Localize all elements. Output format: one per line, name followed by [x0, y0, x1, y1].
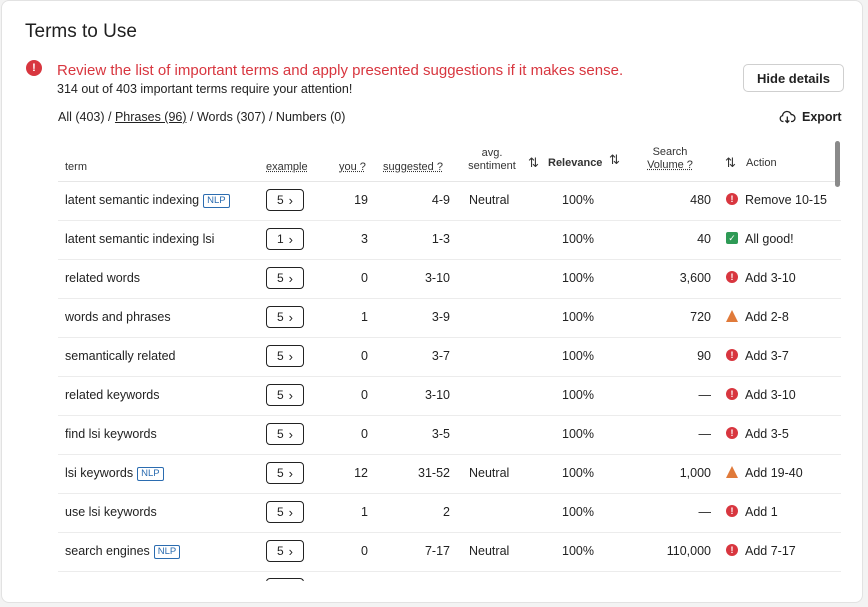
- example-count: 5: [276, 310, 284, 324]
- term-cell: [65, 271, 140, 285]
- chevron-right-icon: ›: [288, 543, 294, 559]
- terms-to-use-panel: [1, 0, 863, 603]
- example-button[interactable]: [266, 501, 304, 523]
- example-count: 5: [276, 193, 284, 207]
- example-button[interactable]: [266, 384, 304, 406]
- header-term[interactable]: term: [65, 161, 87, 173]
- exclamation-circle-icon: !: [26, 60, 42, 76]
- chevron-right-icon: ›: [288, 270, 294, 286]
- chevron-right-icon: ›: [288, 348, 294, 364]
- relevance-value: 100%: [562, 544, 594, 558]
- suggested-range: 3-10: [424, 388, 450, 402]
- chevron-right-icon: ›: [288, 426, 294, 442]
- term-cell: [65, 349, 175, 363]
- header-relevance[interactable]: Relevance: [548, 157, 602, 169]
- relevance-value: 100%: [562, 271, 594, 285]
- search-volume: —: [698, 388, 711, 402]
- term-text: semantically related: [65, 349, 176, 363]
- avg-sentiment: Neutral: [469, 193, 510, 207]
- nlp-badge: NLP: [154, 545, 180, 559]
- sort-arrows-icon[interactable]: ⇅: [528, 155, 539, 170]
- error-circle-icon: !: [726, 544, 738, 556]
- suggested-range: 31-52: [418, 466, 450, 480]
- example-count: 5: [276, 466, 284, 480]
- search-volume: 3,600: [679, 271, 711, 285]
- relevance-value: 100%: [562, 232, 594, 246]
- you-count: 12: [354, 466, 368, 480]
- search-volume: —: [698, 427, 711, 441]
- action-text: Add 3-10: [745, 388, 796, 402]
- chevron-right-icon: ›: [288, 192, 294, 208]
- action-text: Add 3-5: [745, 427, 789, 441]
- suggested-range: 1-3: [431, 232, 450, 246]
- term-cell: [65, 232, 214, 246]
- action-text: Remove 10-15: [745, 193, 827, 207]
- table-row: [58, 181, 841, 221]
- error-circle-icon: !: [726, 388, 738, 400]
- relevance-value: 100%: [562, 193, 594, 207]
- term-text: lsi keywords: [65, 466, 134, 480]
- nlp-badge: NLP: [203, 194, 229, 208]
- alert-subtitle: 314 out of 403 important terms require your attention!: [57, 82, 353, 96]
- chevron-right-icon: ›: [288, 231, 294, 247]
- avg-sentiment: Neutral: [469, 466, 510, 480]
- warning-triangle-icon: [726, 466, 738, 478]
- header-suggested[interactable]: suggested ?: [383, 161, 443, 173]
- filter-phrases[interactable]: Phrases (96): [114, 110, 187, 124]
- panel-title: Terms to Use: [25, 21, 137, 42]
- nlp-badge: NLP: [137, 467, 163, 481]
- search-volume: 40: [697, 232, 711, 246]
- sort-arrows-icon[interactable]: ⇅: [725, 155, 736, 170]
- filter-separator: /: [104, 110, 115, 124]
- filter-all[interactable]: All (403): [58, 110, 105, 124]
- header-search-volume[interactable]: [642, 146, 698, 172]
- search-volume: 1,000: [679, 466, 711, 480]
- error-circle-icon: !: [726, 271, 738, 283]
- filter-separator: /: [186, 110, 197, 124]
- header-example[interactable]: example: [266, 161, 308, 173]
- sort-arrows-icon[interactable]: ⇅: [609, 152, 620, 167]
- example-count: 5: [276, 427, 284, 441]
- example-count: 5: [276, 544, 284, 558]
- search-volume: 90: [697, 349, 711, 363]
- header-search-line1: Search: [652, 146, 688, 158]
- error-circle-icon: !: [726, 427, 738, 439]
- term-text: latent semantic indexing: [65, 193, 200, 207]
- chevron-right-icon: ›: [288, 465, 294, 481]
- suggested-range: 7-17: [424, 544, 450, 558]
- relevance-value: 100%: [562, 427, 594, 441]
- terms-table: [58, 141, 841, 581]
- search-volume: —: [698, 505, 711, 519]
- suggested-range: 3-5: [431, 427, 450, 441]
- table-row: [58, 454, 841, 494]
- table-row: [58, 220, 841, 260]
- example-count: 5: [276, 349, 284, 363]
- search-volume: 720: [690, 310, 711, 324]
- example-button[interactable]: [266, 540, 304, 562]
- example-button-partial[interactable]: [266, 578, 304, 581]
- table-row: [58, 532, 841, 572]
- table-row: [58, 259, 841, 299]
- relevance-value: 100%: [562, 388, 594, 402]
- example-count: 5: [276, 388, 284, 402]
- header-sentiment[interactable]: [464, 147, 520, 173]
- example-button[interactable]: [266, 306, 304, 328]
- cloud-download-icon: [779, 110, 796, 124]
- term-text: related words: [65, 271, 141, 285]
- example-button[interactable]: [266, 423, 304, 445]
- term-cell: [65, 544, 180, 559]
- export-button[interactable]: [779, 110, 842, 124]
- example-button[interactable]: [266, 228, 304, 250]
- table-row: [58, 337, 841, 377]
- error-circle-icon: !: [726, 505, 738, 517]
- term-cell: [65, 466, 164, 481]
- you-count: 0: [361, 349, 368, 363]
- you-count: 1: [361, 310, 368, 324]
- relevance-value: 100%: [562, 310, 594, 324]
- hide-details-button[interactable]: Hide details: [743, 64, 844, 92]
- table-row: [58, 298, 841, 338]
- suggested-range: 3-7: [431, 349, 450, 363]
- suggested-range: 2: [443, 505, 450, 519]
- table-row: [58, 493, 841, 533]
- chevron-right-icon: ›: [288, 504, 294, 520]
- filter-words[interactable]: Words (307): [196, 110, 266, 124]
- header-sentiment-line1: avg.: [481, 147, 503, 159]
- example-button[interactable]: [266, 189, 304, 211]
- action-text: Add 3-10: [745, 271, 796, 285]
- term-text: use lsi keywords: [65, 505, 157, 519]
- error-circle-icon: !: [726, 193, 738, 205]
- term-cell: [65, 193, 230, 208]
- example-button[interactable]: [266, 462, 304, 484]
- example-count: 5: [276, 271, 284, 285]
- you-count: 0: [361, 427, 368, 441]
- table-header: [58, 141, 841, 182]
- term-cell: [65, 505, 157, 519]
- table-row: [58, 415, 841, 455]
- export-label: Export: [802, 110, 842, 124]
- header-search-line2: Volume ?: [647, 159, 693, 171]
- term-text: words and phrases: [65, 310, 171, 324]
- example-count: 5: [276, 505, 284, 519]
- relevance-value: 100%: [562, 349, 594, 363]
- you-count: 3: [361, 232, 368, 246]
- suggested-range: 4-9: [431, 193, 450, 207]
- warning-triangle-icon: [726, 310, 738, 322]
- action-text: Add 7-17: [745, 544, 796, 558]
- example-count: 1: [276, 232, 284, 246]
- search-volume: 110,000: [666, 544, 711, 558]
- action-text: Add 2-8: [745, 310, 789, 324]
- term-text: related keywords: [65, 388, 160, 402]
- avg-sentiment: Neutral: [469, 544, 510, 558]
- table-scrollbar[interactable]: [835, 141, 840, 187]
- you-count: 0: [361, 544, 368, 558]
- filter-separator: /: [265, 110, 276, 124]
- suggested-range: 3-10: [424, 271, 450, 285]
- check-square-icon: ✓: [726, 232, 738, 244]
- you-count: 0: [361, 271, 368, 285]
- relevance-value: 100%: [562, 466, 594, 480]
- action-text: Add 3-7: [745, 349, 789, 363]
- you-count: 1: [361, 505, 368, 519]
- header-action[interactable]: Action: [746, 157, 777, 169]
- example-button[interactable]: [266, 267, 304, 289]
- header-you[interactable]: you ?: [339, 161, 366, 173]
- action-text: Add 19-40: [745, 466, 803, 480]
- chevron-right-icon: ›: [288, 309, 294, 325]
- you-count: 19: [354, 193, 368, 207]
- term-cell: [65, 388, 160, 402]
- term-text: search engines: [65, 544, 150, 558]
- term-text: find lsi keywords: [65, 427, 157, 441]
- term-text: latent semantic indexing lsi: [65, 232, 215, 246]
- error-circle-icon: !: [726, 349, 738, 361]
- header-sentiment-line2: sentiment: [468, 160, 516, 172]
- filter-numbers[interactable]: Numbers (0): [275, 110, 346, 124]
- alert-title: Review the list of important terms and apply presented suggestions if it makes sense.: [57, 62, 624, 79]
- search-volume: 480: [690, 193, 711, 207]
- action-text: Add 1: [745, 505, 778, 519]
- relevance-value: 100%: [562, 505, 594, 519]
- action-text: All good!: [745, 232, 794, 246]
- chevron-right-icon: ›: [288, 387, 294, 403]
- term-cell: [65, 310, 171, 324]
- suggested-range: 3-9: [431, 310, 450, 324]
- example-button[interactable]: [266, 345, 304, 367]
- term-cell: [65, 427, 157, 441]
- table-row: [58, 376, 841, 416]
- you-count: 0: [361, 388, 368, 402]
- term-filters: [58, 110, 345, 124]
